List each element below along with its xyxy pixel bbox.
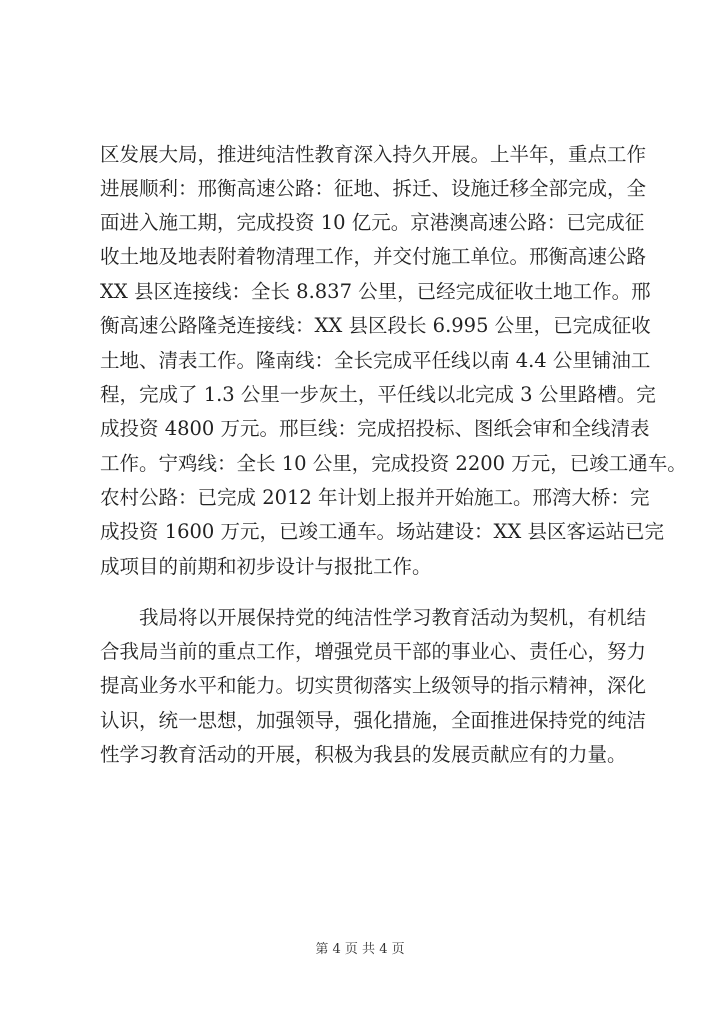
text-line: 合我局当前的重点工作，增强党员干部的事业心、责任心，努力	[100, 640, 647, 663]
text-line: 衡高速公路隆尧连接线：XX 县区段长 6.995 公里，已完成征收	[100, 314, 651, 337]
text-line: 工作。宁鸡线：全长 10 公里，完成投资 2200 万元，已竣工通车。	[100, 452, 687, 475]
text-line: 进展顺利：邢衡高速公路：征地、拆迁、设施迁移全部完成，全	[100, 177, 647, 200]
text-line: 区发展大局，推进纯洁性教育深入持久开展。上半年，重点工作	[100, 143, 647, 166]
text-line: 成投资 1600 万元，已竣工通车。场站建设：XX 县区客运站已完	[100, 520, 664, 543]
text-line: 土地、清表工作。隆南线：全长完成平任线以南 4.4 公里铺油工	[100, 349, 651, 372]
text-line: 成投资 4800 万元。邢巨线：完成招投标、图纸会审和全线清表	[100, 417, 650, 440]
page-footer: 第 4 页 共 4 页	[315, 942, 405, 957]
text-line: 性学习教育活动的开展，积极为我县的发展贡献应有的力量。	[100, 743, 627, 766]
text-line: XX 县区连接线：全长 8.837 公里，已经完成征收土地工作。邢	[100, 280, 651, 303]
text-line: 成项目的前期和初步设计与报批工作。	[100, 555, 432, 578]
text-line: 我局将以开展保持党的纯洁性学习教育活动为契机，有机结	[139, 606, 647, 629]
text-line: 农村公路：已完成 2012 年计划上报并开始施工。邢湾大桥：完	[100, 486, 650, 509]
text-line: 程，完成了 1.3 公里一步灰土，平任线以北完成 3 公里路槽。完	[100, 383, 656, 406]
text-line: 收土地及地表附着物清理工作，并交付施工单位。邢衡高速公路	[100, 245, 647, 268]
text-line: 提高业务水平和能力。切实贯彻落实上级领导的指示精神，深化	[100, 674, 647, 697]
text-line: 面进入施工期，完成投资 10 亿元。京港澳高速公路：已完成征	[100, 211, 645, 234]
text-line: 认识，统一思想，加强领导，强化措施，全面推进保持党的纯洁	[100, 709, 647, 732]
